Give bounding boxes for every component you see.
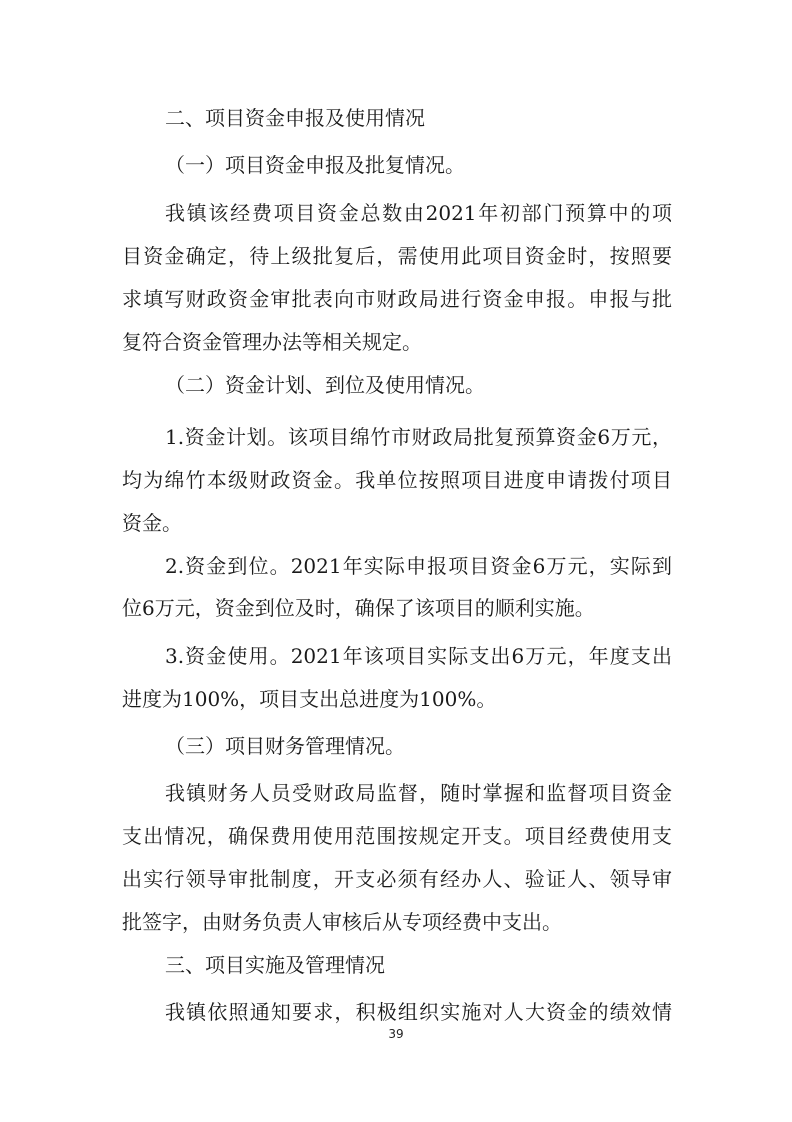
paragraph-line: 资金。 bbox=[122, 511, 182, 535]
paragraph-line: 我镇该经费项目资金总数由2021年初部门预算中的项 bbox=[165, 201, 672, 225]
paragraph-line: 批签字，由财务负责人审核后从专项经费中支出。 bbox=[122, 910, 562, 934]
paragraph-line: 位6万元，资金到位及时，确保了该项目的顺利实施。 bbox=[122, 596, 595, 620]
paragraph-line: 复符合资金管理办法等相关规定。 bbox=[122, 330, 422, 354]
paragraph-line: 我镇财务人员受财政局监督，随时掌握和监督项目资金 bbox=[165, 781, 672, 805]
paragraph-line: 求填写财政资金审批表向市财政局进行资金申报。申报与批 bbox=[122, 287, 672, 311]
paragraph-line: 进度为100%，项目支出总进度为100%。 bbox=[122, 687, 497, 711]
subsection-heading-1: （一）项目资金申报及批复情况。 bbox=[165, 153, 465, 177]
paragraph-line: 1.资金计划。该项目绵竹市财政局批复预算资金6万元， bbox=[165, 425, 672, 449]
paragraph-line: 2.资金到位。2021年实际申报项目资金6万元，实际到 bbox=[165, 554, 672, 578]
subsection-heading-2: （二）资金计划、到位及使用情况。 bbox=[165, 373, 485, 397]
paragraph-line: 出实行领导审批制度，开支必须有经办人、验证人、领导审 bbox=[122, 867, 672, 891]
section-heading-3: 三、项目实施及管理情况 bbox=[165, 953, 385, 977]
paragraph-line: 均为绵竹本级财政资金。我单位按照项目进度申请拨付项目 bbox=[122, 468, 672, 492]
paragraph-line: 目资金确定，待上级批复后，需使用此项目资金时，按照要 bbox=[122, 244, 672, 268]
paragraph-line: 支出情况，确保费用使用范围按规定开支。项目经费使用支 bbox=[122, 824, 672, 848]
section-heading-2: 二、项目资金申报及使用情况 bbox=[165, 106, 425, 130]
subsection-heading-3: （三）项目财务管理情况。 bbox=[165, 734, 405, 758]
paragraph-line: 我镇依照通知要求，积极组织实施对人大资金的绩效情 bbox=[165, 1000, 672, 1024]
page-number: 39 bbox=[388, 1027, 404, 1041]
paragraph-line: 3.资金使用。2021年该项目实际支出6万元，年度支出 bbox=[165, 644, 672, 668]
